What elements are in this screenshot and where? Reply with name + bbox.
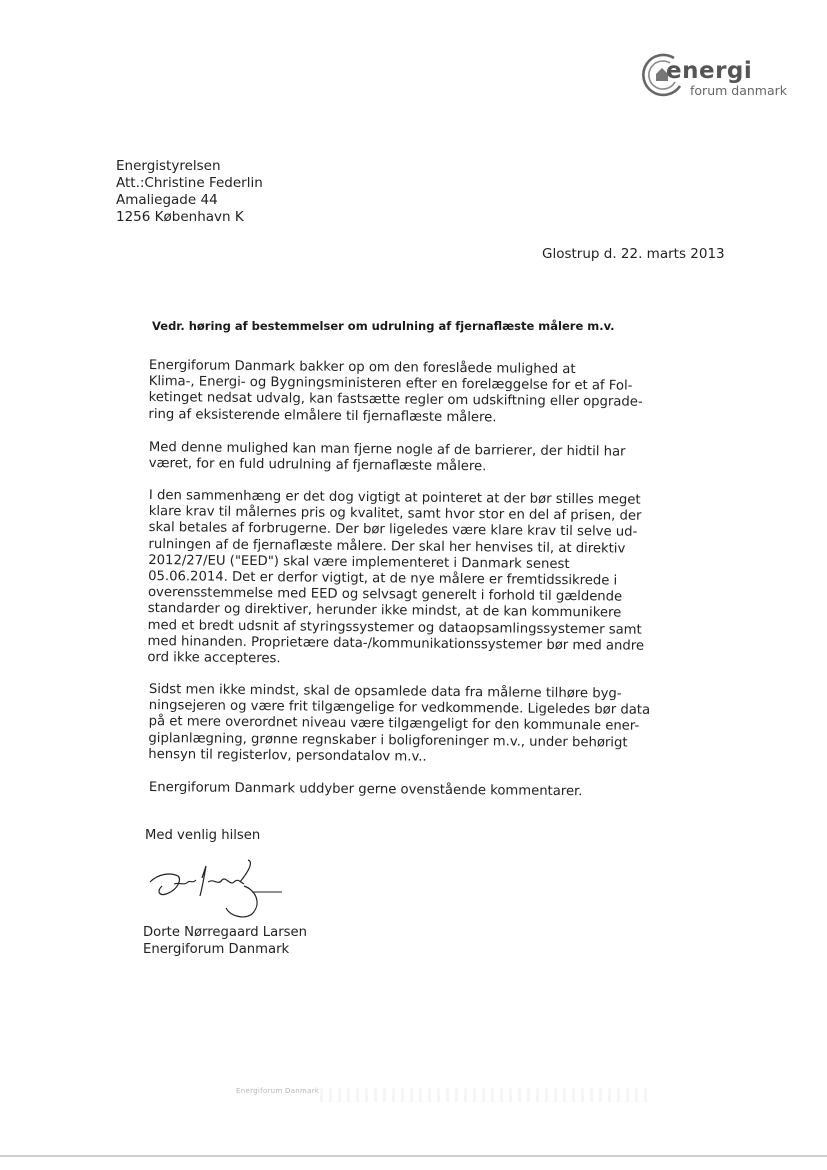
- signer-block: [143, 924, 307, 958]
- handwritten-signature: [144, 852, 294, 924]
- text-line: med hinanden. Proprietære data-/kommunikationssystemer bør med andre: [147, 633, 645, 654]
- page-bottom-rule: [0, 1155, 827, 1157]
- text-line: Med denne mulighed kan man fjerne nogle af de barrierer, der hidtil har: [148, 440, 626, 460]
- text-line: I den sammenhæng er det dog vigtigt at pointeret at der bør stilles meget: [148, 488, 641, 508]
- text-line: 2012/27/EU ("EED") skal være implementeret i Danmark senest: [148, 552, 570, 572]
- text-line: overensstemmelse med EED og selvsagt generelt i forhold til gældende: [147, 585, 623, 605]
- paragraph-4: [148, 682, 659, 768]
- paragraph-3: [147, 488, 659, 671]
- text-line: Energiforum Danmark uddyber gerne ovenstående kommentarer.: [148, 780, 583, 800]
- recipient-line: 1256 København K: [116, 209, 244, 225]
- letter-subject: Vedr. høring af bestemmelser om udrulning af fjernaflæste målere m.v.: [152, 319, 615, 333]
- signer-name: Dorte Nørregaard Larsen: [143, 925, 307, 940]
- text-line: ring af eksisterende elmålere til fjernaflæste målere.: [148, 406, 497, 425]
- text-line: med et bredt udsnit af styringssystemer og dataopsamlingssystemer samt: [147, 617, 642, 638]
- recipient-line: Energistyrelsen: [116, 158, 221, 174]
- closing-phrase: Med venlig hilsen: [145, 828, 261, 843]
- text-line: ningsejeren og være frit tilgængelige for vedkommende. Ligeledes bør data: [148, 698, 651, 719]
- recipient-address: [116, 158, 263, 226]
- text-line: ord ikke accepteres.: [147, 650, 281, 667]
- footer-faded-text: [320, 1088, 650, 1102]
- text-line: Energiforum Danmark bakker op om den foreslåede mulighed at: [148, 358, 576, 378]
- text-line: 05.06.2014. Det er derfor vigtigt, at de nye målere er fremtidssikrede i: [148, 569, 618, 589]
- text-line: på et mere overordnet niveau være tilgængeligt for den kommunale ener-: [148, 714, 640, 735]
- text-line: standarder og direktiver, herunder ikke mindst, at de kan kommunikere: [147, 601, 622, 621]
- letter-date: Glostrup d. 22. marts 2013: [542, 246, 725, 262]
- text-line: skal betales af forbrugerne. Der bør ligeledes være klare krav til selve ud-: [148, 520, 638, 541]
- text-line: Sidst men ikke mindst, skal de opsamlede data fra målerne tilhøre byg-: [148, 682, 622, 702]
- paragraph-1: [148, 358, 659, 428]
- logo-word: energi: [666, 58, 753, 84]
- footer-text: Energiforum Danmark: [236, 1087, 320, 1095]
- text-line: giplanlægning, grønne regnskaber i boligforeninger m.v., under behørigt: [148, 730, 628, 751]
- text-line: været, for en fuld udrulning af fjernaflæste målere.: [148, 456, 487, 475]
- text-line: ketinget nedsat udvalg, kan fastsætte regler om udskiftning eller opgrade-: [148, 390, 643, 411]
- signer-organization: Energiforum Danmark: [143, 942, 290, 957]
- energiforum-logo: [640, 52, 800, 102]
- text-line: Klima-, Energi- og Bygningsministeren efter en forelæggelse for et af Fol-: [148, 374, 633, 394]
- text-line: hensyn til registerlov, persondatalov m.v..: [148, 746, 427, 765]
- paragraph-5: [149, 780, 659, 801]
- logo-subtitle: forum danmark: [690, 83, 787, 98]
- recipient-line: Att.:Christine Federlin: [116, 175, 263, 191]
- text-line: klare krav til målernes pris og kvalitet, samt hvor stor en del af prisen, der: [148, 504, 642, 524]
- paragraph-2: [149, 440, 659, 477]
- text-line: rulningen af de fjernaflæste målere. Der skal her henvises til, at direktiv: [148, 536, 626, 557]
- recipient-line: Amaliegade 44: [116, 192, 218, 208]
